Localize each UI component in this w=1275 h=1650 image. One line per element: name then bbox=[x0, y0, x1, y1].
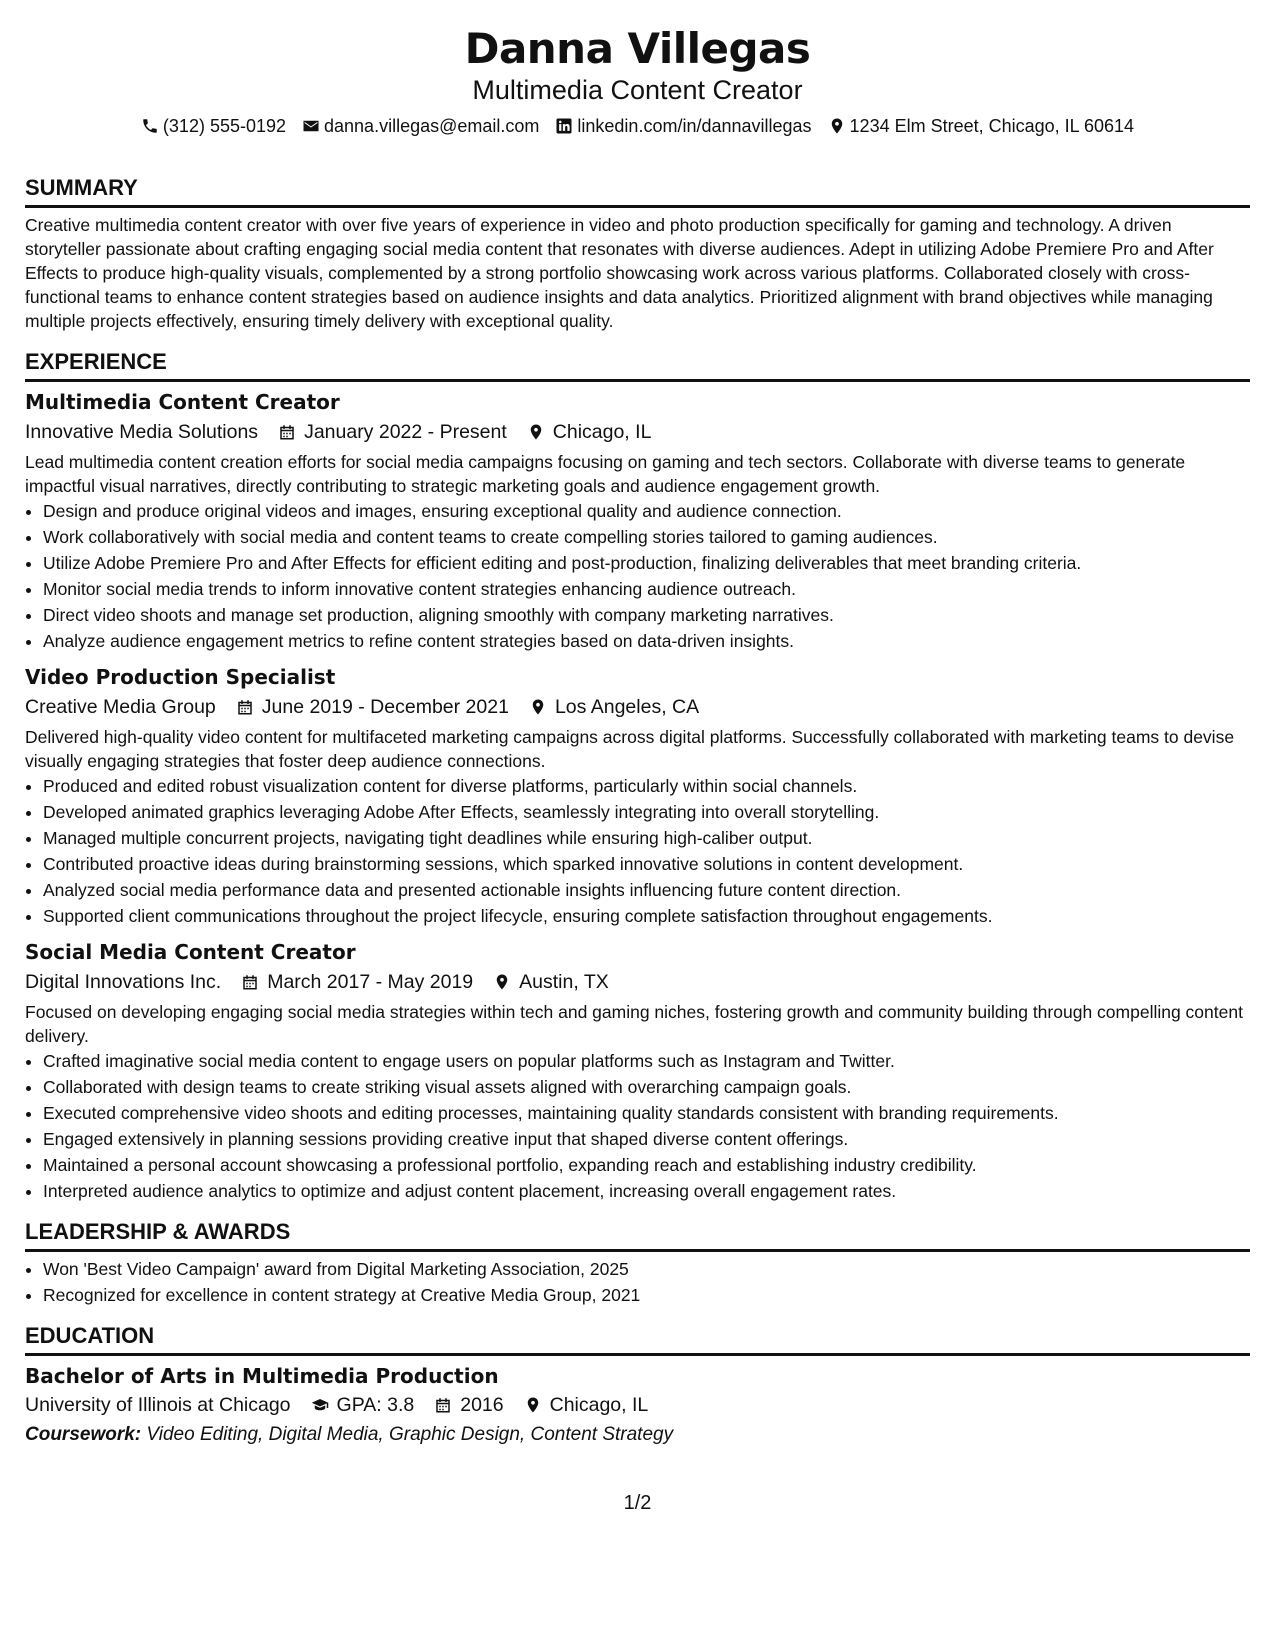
coursework-list: Video Editing, Digital Media, Graphic Design, Content Strategy bbox=[146, 1424, 674, 1445]
email-icon bbox=[302, 117, 320, 135]
education-heading: EDUCATION bbox=[25, 1322, 1250, 1356]
resume-page bbox=[25, 0, 1250, 1449]
list-item: • Analyze audience engagement metrics to refine content strategies based on data-driven insights. bbox=[43, 628, 1250, 654]
list-item: • Monitor social media trends to inform innovative content strategies enhancing audience outreach. bbox=[43, 576, 1250, 602]
candidate-role: Multimedia Content Creator bbox=[472, 75, 803, 105]
list-item: • Contributed proactive ideas during brainstorming sessions, which sparked innovative solutions in content development. bbox=[43, 851, 1250, 877]
job-title: Video Production Specialist bbox=[25, 665, 336, 689]
location-pin-icon bbox=[524, 1396, 542, 1414]
list-item: • Collaborated with design teams to create striking visual assets aligned with overarching campaign goals. bbox=[43, 1074, 1250, 1100]
job-company: Digital Innovations Inc. bbox=[25, 971, 222, 993]
summary-text: Creative multimedia content creator with over five years of experience in video and photo production specifically for gaming and technology. A driven storyteller passionate about crafting engaging social media content that resonates with diverse audiences. Adept in utilizing Adobe Premiere Pro and After Effects to produce high-quality visuals, complemented by a strong portfolio showcasing work across various platforms. Collaborated closely with cross-functional teams to enhance content strategies based on audience insights and data analytics. Prioritized alignment with brand objectives while managing multiple projects effectively, ensuring timely delivery with exceptional quality. bbox=[25, 215, 1214, 331]
job-bullets bbox=[25, 1048, 1250, 1204]
page-number: 1/2 bbox=[623, 1492, 652, 1514]
list-item: • Analyzed social media performance data and presented actionable insights influencing future content direction. bbox=[43, 877, 1250, 903]
list-item: • Supported client communications throughout the project lifecycle, ensuring complete satisfaction throughout engagements. bbox=[43, 903, 1250, 929]
contact-linkedin-text[interactable]: linkedin.com/in/dannavillegas bbox=[577, 116, 812, 136]
job-company: Creative Media Group bbox=[25, 696, 216, 718]
job-description: Focused on developing engaging social media strategies within tech and gaming niches, fostering growth and community building through compelling content delivery. bbox=[25, 1002, 1243, 1046]
candidate-name: Danna Villegas bbox=[464, 24, 811, 73]
list-item: • Maintained a personal account showcasing a professional portfolio, expanding reach and establishing industry credibility. bbox=[43, 1152, 1250, 1178]
education-meta bbox=[25, 1391, 1250, 1419]
school-name: University of Illinois at Chicago bbox=[25, 1394, 291, 1416]
job-entry bbox=[25, 938, 1250, 1204]
job-dates: June 2019 - December 2021 bbox=[261, 696, 509, 718]
list-item: • Won 'Best Video Campaign' award from Digital Marketing Association, 2025 bbox=[43, 1256, 1250, 1282]
job-description: Delivered high-quality video content for multifaceted marketing campaigns across digital platforms. Successfully collaborated with marketing teams to devise visually engaging strategies that foster deep audience connections. bbox=[25, 727, 1235, 771]
job-title: Social Media Content Creator bbox=[25, 940, 356, 964]
job-entry bbox=[25, 663, 1250, 929]
awards-heading: LEADERSHIP & AWARDS bbox=[25, 1218, 1250, 1252]
awards-section bbox=[25, 1218, 1250, 1308]
contact-address bbox=[828, 114, 1135, 138]
contact-phone-text: (312) 555-0192 bbox=[162, 116, 287, 136]
job-location: Los Angeles, CA bbox=[554, 696, 700, 718]
list-item: • Work collaboratively with social media and content teams to create compelling stories tailored to gaming audiences. bbox=[43, 524, 1250, 550]
list-item: • Design and produce original videos and images, ensuring exceptional quality and audience connection. bbox=[43, 498, 1250, 524]
education-section bbox=[25, 1322, 1250, 1449]
location-pin-icon bbox=[527, 423, 545, 441]
experience-section bbox=[25, 348, 1250, 1204]
list-item: • Executed comprehensive video shoots and editing processes, maintaining quality standards consistent with branding requirements. bbox=[43, 1100, 1250, 1126]
job-meta bbox=[25, 968, 1250, 996]
list-item: • Produced and edited robust visualization content for diverse platforms, particularly within social channels. bbox=[43, 773, 1250, 799]
calendar-icon bbox=[278, 423, 296, 441]
school-location: Chicago, IL bbox=[549, 1394, 649, 1416]
list-item: • Utilize Adobe Premiere Pro and After Effects for efficient editing and post-production, finalizing deliverables that meet branding criteria. bbox=[43, 550, 1250, 576]
phone-icon bbox=[141, 117, 159, 135]
summary-section bbox=[25, 174, 1250, 333]
degree-title: Bachelor of Arts in Multimedia Production bbox=[25, 1364, 499, 1388]
list-item: • Crafted imaginative social media content to engage users on popular platforms such as Instagram and Twitter. bbox=[43, 1048, 1250, 1074]
location-pin-icon bbox=[529, 698, 547, 716]
awards-list bbox=[25, 1256, 1250, 1308]
list-item: • Interpreted audience analytics to optimize and adjust content placement, increasing overall engagement rates. bbox=[43, 1178, 1250, 1204]
coursework-label: Coursework: bbox=[25, 1424, 142, 1445]
list-item: • Managed multiple concurrent projects, navigating tight deadlines while ensuring high-caliber output. bbox=[43, 825, 1250, 851]
summary-heading: SUMMARY bbox=[25, 174, 1250, 208]
job-location: Chicago, IL bbox=[552, 421, 652, 443]
list-item: • Engaged extensively in planning sessions providing creative input that shaped diverse content offerings. bbox=[43, 1126, 1250, 1152]
list-item: • Recognized for excellence in content strategy at Creative Media Group, 2021 bbox=[43, 1282, 1250, 1308]
contact-phone bbox=[141, 114, 286, 138]
contact-row bbox=[25, 114, 1250, 138]
list-item: • Direct video shoots and manage set production, aligning smoothly with company marketing narratives. bbox=[43, 602, 1250, 628]
coursework bbox=[25, 1421, 1250, 1449]
calendar-icon bbox=[236, 698, 254, 716]
graduation-year: 2016 bbox=[460, 1394, 504, 1416]
contact-email-text[interactable]: danna.villegas@email.com bbox=[324, 116, 540, 136]
resume-header bbox=[25, 24, 1250, 138]
job-entry bbox=[25, 388, 1250, 654]
job-dates: January 2022 - Present bbox=[304, 421, 507, 443]
list-item: • Developed animated graphics leveraging Adobe After Effects, seamlessly integrating into overall storytelling. bbox=[43, 799, 1250, 825]
job-dates: March 2017 - May 2019 bbox=[267, 971, 474, 993]
job-description: Lead multimedia content creation efforts for social media campaigns focusing on gaming and tech sectors. Collaborate with diverse teams to generate impactful visual narratives, directly contributing to strategic marketing goals and audience engagement growth. bbox=[25, 452, 1186, 496]
contact-address-text: 1234 Elm Street, Chicago, IL 60614 bbox=[849, 116, 1135, 136]
job-meta bbox=[25, 693, 1250, 721]
job-company: Innovative Media Solutions bbox=[25, 421, 259, 443]
calendar-icon bbox=[241, 973, 259, 991]
job-location: Austin, TX bbox=[519, 971, 609, 993]
calendar-icon bbox=[434, 1396, 452, 1414]
job-bullets bbox=[25, 498, 1250, 654]
job-bullets bbox=[25, 773, 1250, 929]
experience-heading: EXPERIENCE bbox=[25, 348, 1250, 382]
contact-linkedin[interactable] bbox=[555, 114, 811, 138]
location-pin-icon bbox=[493, 973, 511, 991]
job-meta bbox=[25, 418, 1250, 446]
contact-email[interactable] bbox=[302, 114, 539, 138]
graduation-cap-icon bbox=[311, 1396, 329, 1414]
location-pin-icon bbox=[828, 117, 846, 135]
gpa: GPA: 3.8 bbox=[336, 1394, 415, 1416]
job-title: Multimedia Content Creator bbox=[25, 390, 340, 414]
linkedin-icon bbox=[555, 117, 573, 135]
